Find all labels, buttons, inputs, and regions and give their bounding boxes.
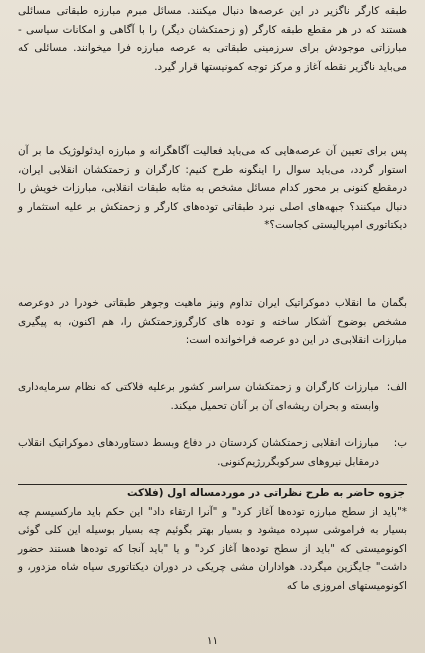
footnote-title: جزوه حاضر به طرح نظراتی در موردمساله اول (فلاکت [18,484,407,503]
page-number: ۱۱ [206,635,219,647]
footnote-body: *"باید از سطح مبارزه توده‌ها آغاز کرد" و "آنرا ارتقاء داد" این حکم باید مارکسیسم چه بسیار به فراموشی سپرده میشود و بسیار بهتر بگوئیم چه بسیار بوسیله این کلی گوئی اکونومیستی که "باید از سطح توده‌ها آغاز کرد" و یا "باید آنجا که توده‌ها هستند حضور داشت" جایگزین میگردد. هواداران مشی چریکی در دوران دیکتاتوری سیاه شاه مزدور، و اکونومیستهای امروزی ما که [18,505,407,592]
list-item [18,378,407,415]
footnote-section [18,484,407,596]
paragraph-1: طبقه کارگر ناگزیر در این عرصه‌ها دنبال میکنند. مسائل مبرم مبارزه طبقاتی مسائلی هستند که در هر مقطع طبقه کارگر (و زحمتکشان دیگر) را با آگاهی و امکانات سیاسی - مبارزاتی موجودش برای سرزمینی طبقاتی به عرصه مبارزه فرا میخوانند. مسائلی که می‌باید ناگزیر نقطه آغاز و مرکز توجه کمونیستها قرار گیرد. [18,5,407,73]
paragraph-2: پس برای تعیین آن عرصه‌هایی که می‌باید فعالیت آگاهگرانه و مبارزه ایدئولوژیک ما بر آن استوار گردد، می‌باید سوال را اینگونه طرح کنیم: کارگران و زحمتکشان انقلابی ایران، درمقطع کنونی بر محور کدام مسائل مشخص به مثابه طبقات انقلابی، مبارزات خویش را دنبال میکنند؟ جبهه‌های اصلی نبرد طبقاتی توده‌های کارگر و زحمتکش بر علیه استثمار و دیکتاتوری امپریالیستی کجاست؟* [18,145,407,232]
list-marker-b: ب: [393,437,407,449]
list-item-b [18,434,407,471]
list-item-a [18,378,407,415]
list-item [18,434,407,471]
list-marker-a: الف: [386,381,407,393]
list-text-b: مبارزات انقلابی زحمتکشان کردستان در دفاع وبسط دستاوردهای دموکراتیک انقلاب درمقابل نیروهای سرکوبگررژیم‌کنونی. [18,437,379,468]
paragraph-3: بگمان ما انقلاب دموکراتیک ایران تداوم ونیز ماهیت وجوهر طبقاتی خودرا در دوعرصه مشخص بوضوح آشکار ساخته و توده های کارگروزحمتکش را، هم اکنون، به پیگیری مبارزات انقلابی‌ی در این دو عرصه فراخوانده است: [18,297,407,347]
list-text-a: مبارزات کارگران و زحمتکشان سراسر کشور برعلیه فلاکتی که نظام سرمایه‌داری وابسته و بحران ریشه‌ای آن بر آنان تحمیل میکند. [18,381,379,412]
